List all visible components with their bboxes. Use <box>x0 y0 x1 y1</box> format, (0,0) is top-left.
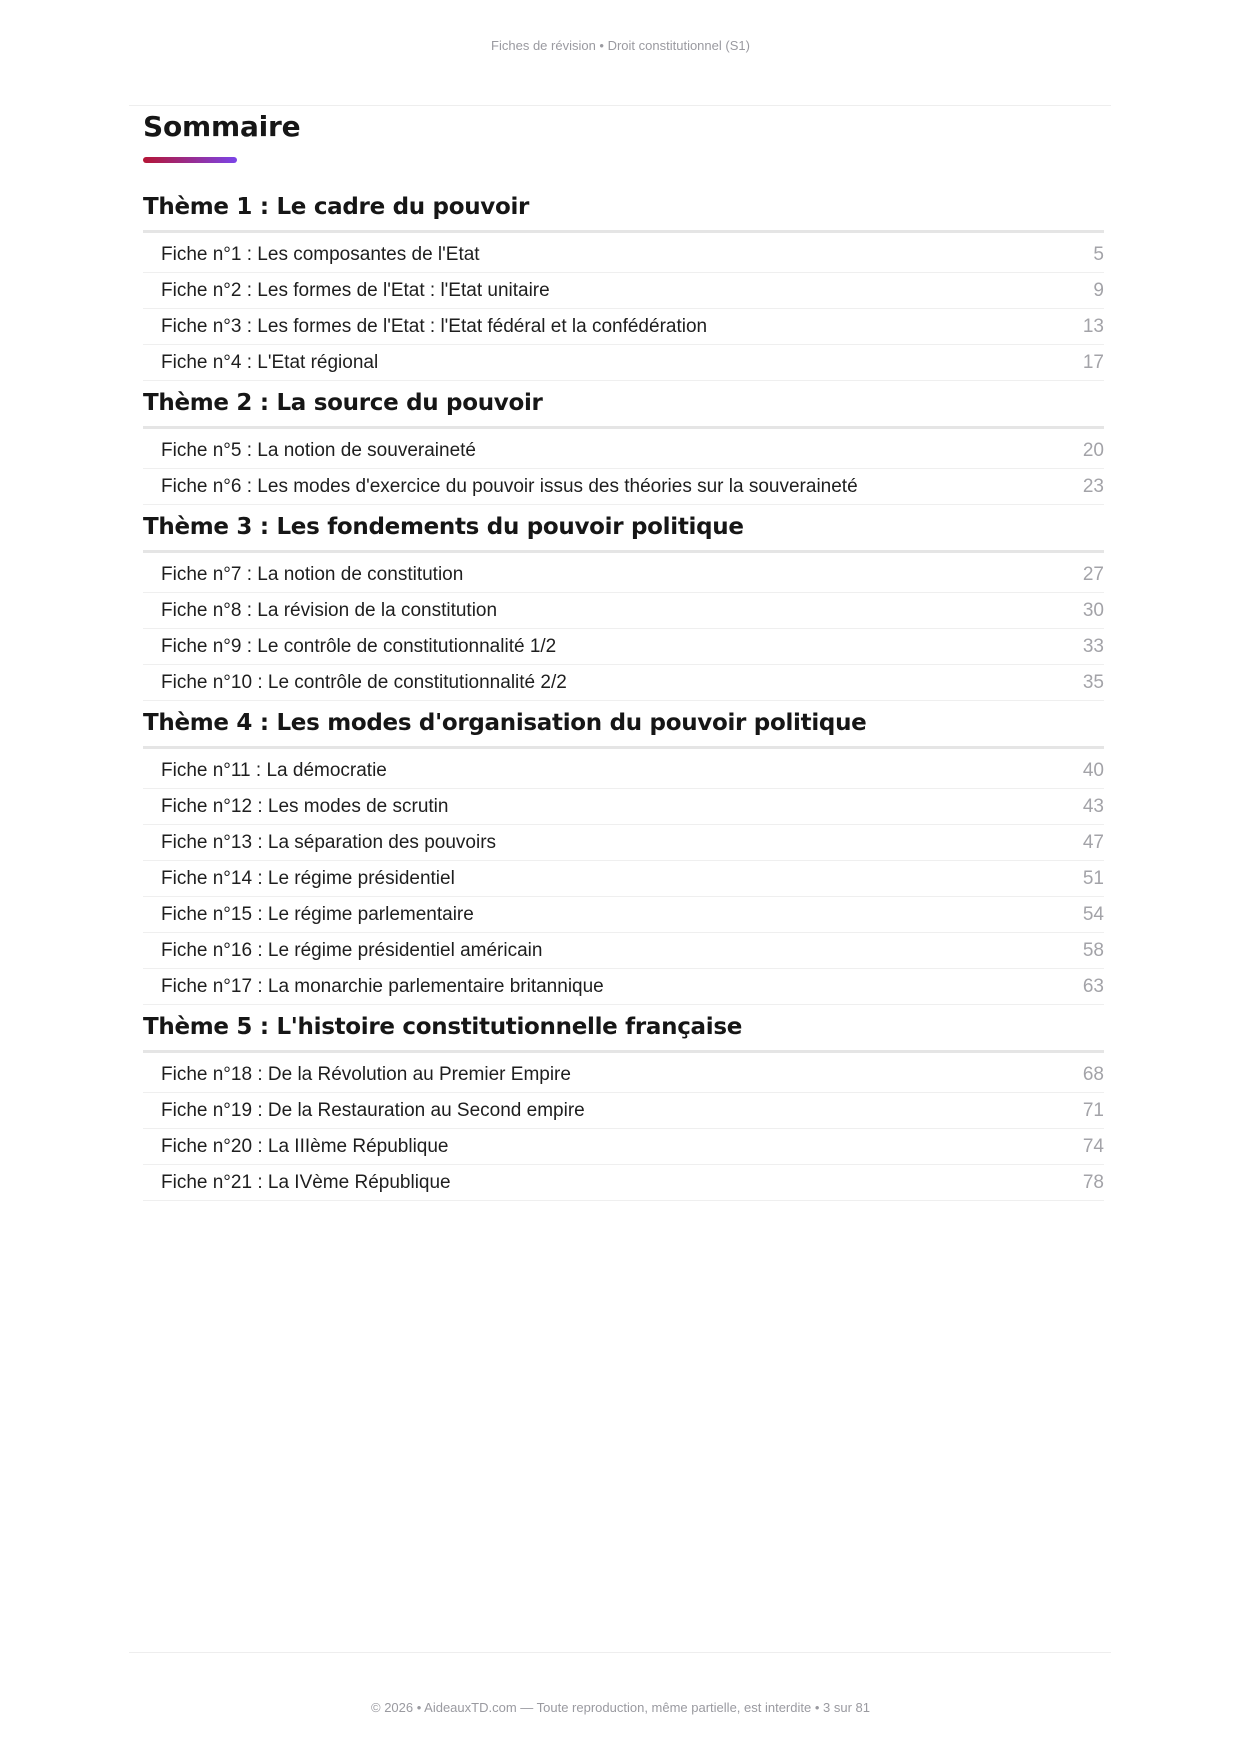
theme-heading: Thème 1 : Le cadre du pouvoir <box>143 191 1104 233</box>
toc-entry-label: Fiche n°5 : La notion de souveraineté <box>161 439 476 461</box>
toc-entry[interactable] <box>143 825 1104 861</box>
toc-entry-page-number: 68 <box>1082 1063 1104 1085</box>
toc-entry-label: Fiche n°7 : La notion de constitution <box>161 563 464 585</box>
toc-entry[interactable] <box>143 469 1104 505</box>
toc-entry-page-number: 20 <box>1082 439 1104 461</box>
theme-heading: Thème 5 : L'histoire constitutionnelle française <box>143 1011 1104 1053</box>
fiche-list <box>143 557 1104 701</box>
toc-entry-label: Fiche n°12 : Les modes de scrutin <box>161 795 449 817</box>
toc-entry[interactable] <box>143 665 1104 701</box>
fiche-list <box>143 433 1104 505</box>
toc-entry-page-number: 47 <box>1082 831 1104 853</box>
toc-entry[interactable] <box>143 1093 1104 1129</box>
toc-entry[interactable] <box>143 273 1104 309</box>
toc-entry-label: Fiche n°21 : La IVème République <box>161 1171 451 1193</box>
toc-entry-label: Fiche n°9 : Le contrôle de constitutionnalité 1/2 <box>161 635 557 657</box>
fiche-list <box>143 1057 1104 1201</box>
toc-entry-page-number: 71 <box>1082 1099 1104 1121</box>
toc-entry-label: Fiche n°19 : De la Restauration au Second empire <box>161 1099 585 1121</box>
toc-entry-label: Fiche n°13 : La séparation des pouvoirs <box>161 831 497 853</box>
toc-entry-label: Fiche n°10 : Le contrôle de constitutionnalité 2/2 <box>161 671 567 693</box>
footer-divider <box>129 1652 1111 1653</box>
toc-entry[interactable] <box>143 433 1104 469</box>
fiche-list <box>143 753 1104 1005</box>
theme-list <box>143 191 1104 1201</box>
toc-entry-page-number: 43 <box>1082 795 1104 817</box>
running-header: Fiches de révision • Droit constitutionnel (S1) <box>491 38 750 53</box>
toc-entry-page-number: 13 <box>1082 315 1104 337</box>
theme-section <box>143 511 1104 701</box>
toc-entry[interactable] <box>143 237 1104 273</box>
toc-entry-page-number: 35 <box>1082 671 1104 693</box>
toc-entry-page-number: 33 <box>1082 635 1104 657</box>
header-divider <box>129 105 1111 106</box>
toc-entry[interactable] <box>143 933 1104 969</box>
toc-entry-label: Fiche n°16 : Le régime présidentiel américain <box>161 939 543 961</box>
theme-heading: Thème 4 : Les modes d'organisation du pouvoir politique <box>143 707 1104 749</box>
theme-section <box>143 1011 1104 1201</box>
title-accent-bar <box>143 157 237 163</box>
toc-entry-page-number: 30 <box>1082 599 1104 621</box>
toc-entry-page-number: 58 <box>1082 939 1104 961</box>
toc-entry-label: Fiche n°18 : De la Révolution au Premier Empire <box>161 1063 571 1085</box>
toc-entry-page-number: 40 <box>1082 759 1104 781</box>
fiche-list <box>143 237 1104 381</box>
toc-entry[interactable] <box>143 861 1104 897</box>
theme-section <box>143 707 1104 1005</box>
toc-entry[interactable] <box>143 1129 1104 1165</box>
toc-entry[interactable] <box>143 1165 1104 1201</box>
theme-heading: Thème 2 : La source du pouvoir <box>143 387 1104 429</box>
toc-entry-label: Fiche n°15 : Le régime parlementaire <box>161 903 474 925</box>
theme-section <box>143 191 1104 381</box>
toc-entry-label: Fiche n°20 : La IIIème République <box>161 1135 449 1157</box>
toc-entry-label: Fiche n°14 : Le régime présidentiel <box>161 867 455 889</box>
toc-entry[interactable] <box>143 1057 1104 1093</box>
page-footer: © 2026 • AideauxTD.com — Toute reproduction, même partielle, est interdite • 3 sur 81 <box>371 1700 870 1715</box>
toc-entry[interactable] <box>143 557 1104 593</box>
toc-entry-label: Fiche n°6 : Les modes d'exercice du pouvoir issus des théories sur la souveraineté <box>161 475 858 497</box>
toc-entry-page-number: 78 <box>1082 1171 1104 1193</box>
toc-entry-page-number: 51 <box>1082 867 1104 889</box>
page-title: Sommaire <box>143 110 301 143</box>
toc-entry-page-number: 63 <box>1082 975 1104 997</box>
toc-entry-page-number: 74 <box>1082 1135 1104 1157</box>
toc-entry-label: Fiche n°11 : La démocratie <box>161 759 387 781</box>
toc-entry[interactable] <box>143 309 1104 345</box>
table-of-contents <box>143 108 1104 1201</box>
toc-entry-label: Fiche n°1 : Les composantes de l'Etat <box>161 243 480 265</box>
toc-entry[interactable] <box>143 593 1104 629</box>
toc-entry-page-number: 54 <box>1082 903 1104 925</box>
toc-entry-page-number: 23 <box>1082 475 1104 497</box>
toc-entry[interactable] <box>143 629 1104 665</box>
toc-entry-label: Fiche n°3 : Les formes de l'Etat : l'Etat fédéral et la confédération <box>161 315 708 337</box>
toc-entry[interactable] <box>143 753 1104 789</box>
toc-entry-page-number: 9 <box>1093 279 1104 301</box>
toc-entry-label: Fiche n°8 : La révision de la constitution <box>161 599 498 621</box>
theme-section <box>143 387 1104 505</box>
toc-entry-label: Fiche n°2 : Les formes de l'Etat : l'Etat unitaire <box>161 279 550 301</box>
toc-entry[interactable] <box>143 789 1104 825</box>
toc-entry-label: Fiche n°4 : L'Etat régional <box>161 351 379 373</box>
toc-entry-page-number: 5 <box>1093 243 1104 265</box>
toc-entry[interactable] <box>143 897 1104 933</box>
toc-entry-page-number: 17 <box>1082 351 1104 373</box>
toc-entry[interactable] <box>143 345 1104 381</box>
toc-entry[interactable] <box>143 969 1104 1005</box>
toc-entry-label: Fiche n°17 : La monarchie parlementaire britannique <box>161 975 604 997</box>
toc-entry-page-number: 27 <box>1082 563 1104 585</box>
theme-heading: Thème 3 : Les fondements du pouvoir politique <box>143 511 1104 553</box>
